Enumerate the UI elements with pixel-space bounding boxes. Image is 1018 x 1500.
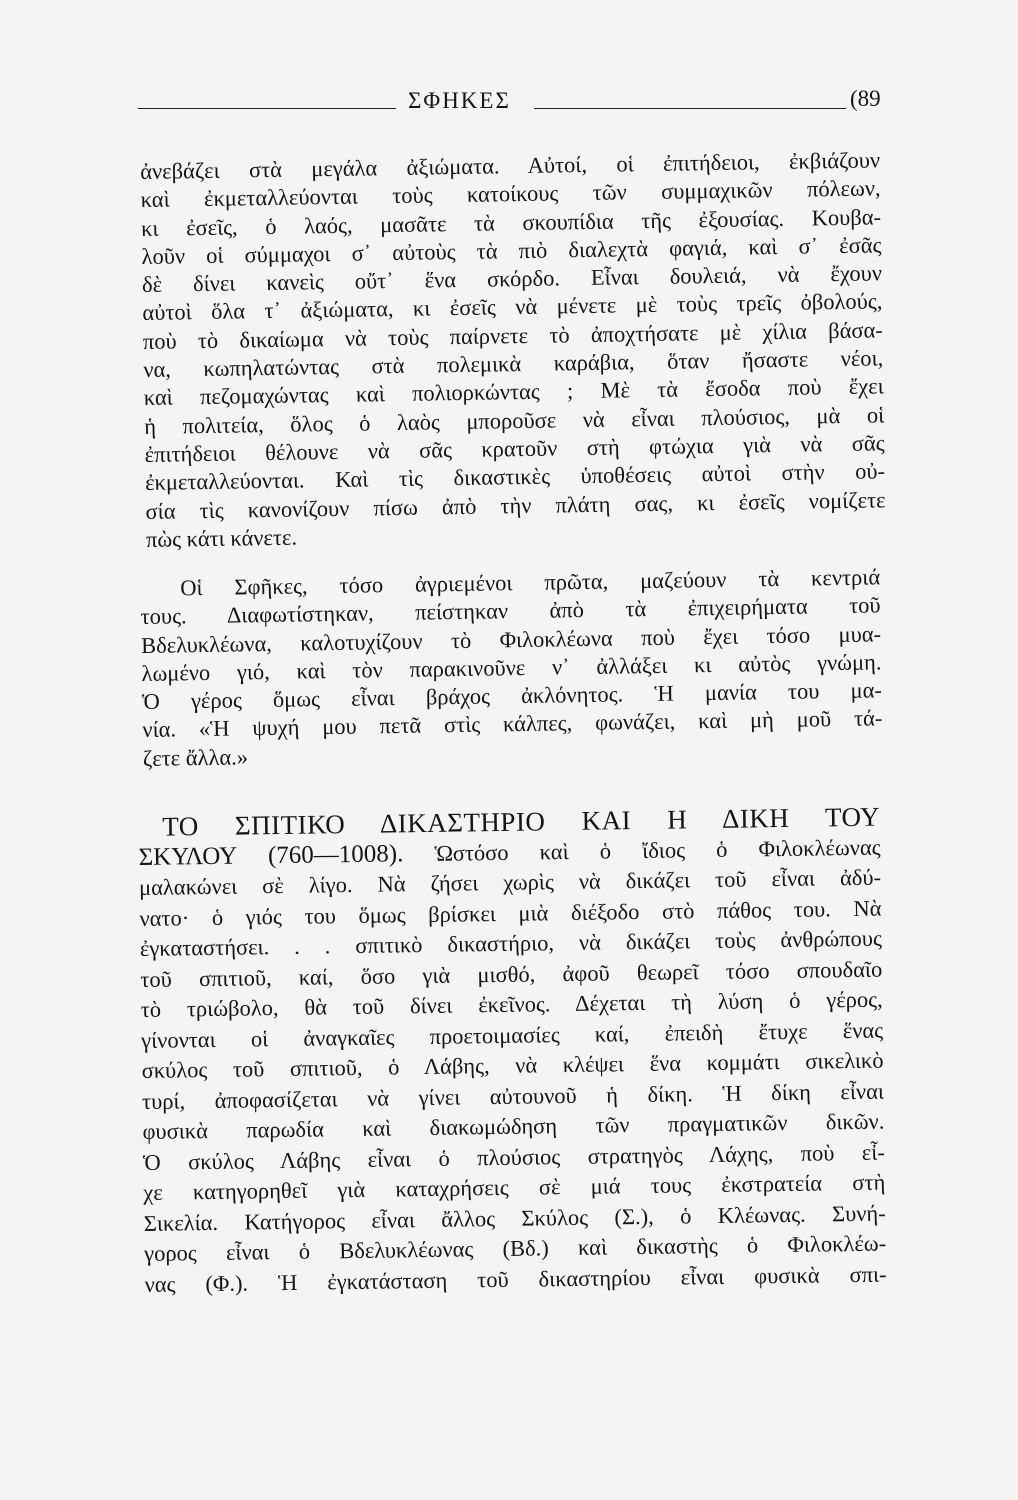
section-heading-tail: ΣΚΥΛΟΥ (760—1008). (138, 839, 404, 871)
text-line: αὐτοὶ ὅλα τ᾽ ἀξιώματα, κι ἐσεῖς νὰ μένετε μὲ τοὺς τρεῖς ὀβολούς, (142, 288, 883, 326)
running-title: ΣΦΗΚΕΣ (408, 88, 511, 113)
page-number: (89 (850, 86, 881, 111)
text-line: φυσικὰ παρωδία καὶ διακωμώδηση τῶν πραγματικῶν δικῶν. (142, 1108, 885, 1144)
text-line: χε κατηγορηθεῖ γιὰ καταχρήσεις σὲ μιά τους ἐκστρατεία στὴ (143, 1169, 886, 1205)
text-line: γορος εἶναι ὁ Βδελυκλέωνας (Βδ.) καὶ δικαστὴς ὁ Φιλοκλέω- (143, 1230, 887, 1266)
section-spitiko-dikastirio (138, 802, 887, 1300)
text-line: Σικελία. Κατήγορος εἶναι ἄλλος Σκύλος (Σ.), ὁ Κλέωνας. Συνή- (143, 1200, 886, 1236)
header-rule-right (534, 108, 846, 109)
text-line: γίνονται οἱ ἀναγκαῖες προετοιμασίες καί, ἐπειδὴ ἔτυχε ἕνας (141, 1017, 884, 1053)
text-line: λωμένο γιό, καὶ τὸν παρακινοῦνε ν᾽ ἀλλάξει κι αὐτὸς γνώμη. (141, 649, 882, 686)
text-line: ἐκμεταλλεύονται. Καὶ τὶς δικαστικὲς ὑποθέσεις αὐτοὶ στὴν οὐ- (144, 458, 886, 496)
text-line: Βδελυκλέωνα, καλοτυχίζουν τὸ Φιλοκλέωνα ποὺ ἔχει τόσο μυα- (140, 620, 882, 658)
text-line: να, κωπηλατώντας στὰ πολεμικὰ καράβια, ὅταν ἤσαστε νέοι, (143, 345, 884, 383)
text-line-content: Ὡστόσο καὶ ὁ ἴδιος ὁ Φιλοκλέωνας (403, 834, 881, 866)
text-line: Ὁ γέρος ὅμως εἶναι βράχος ἀκλόνητος. Ἡ μανία του μα- (141, 677, 883, 715)
text-line: πὼς κάτι κάνετε. (145, 524, 298, 552)
text-line: κι ἐσεῖς, ὁ λαός, μασᾶτε τὰ σκουπίδια τῆς ἐξουσίας. Κουβα- (140, 203, 882, 241)
text-line: ζετε ἄλλα.» (142, 744, 249, 771)
paragraph-1 (140, 146, 886, 554)
text-line: Ὁ σκύλος Λάβης εἶναι ὁ πλούσιος στρατηγὸς Λάχης, ποὺ εἶ- (142, 1139, 885, 1175)
text-line: καὶ ἐκμεταλλεύονται τοὺς κατοίκους τῶν συμμαχικῶν πόλεων, (140, 175, 881, 213)
text-line: νατο· ὁ γιός του ὅμως βρίσκει μιὰ διέξοδο στὸ πάθος του. Νὰ (139, 895, 882, 931)
text-line: ἐγκαταστήσει. . . σπιτικὸ δικαστήριο, νὰ δικάζει τοὺς ἀνθρώπους (139, 925, 883, 961)
running-header (138, 86, 881, 120)
text-line: τους. Διαφωτίστηκαν, πείστηκαν ἀπὸ τὰ ἐπιχειρήματα τοῦ (140, 592, 881, 630)
text-line: ἐπιτήδειοι θέλουνε νὰ σᾶς κρατοῦν στὴ φτώχια γιὰ νὰ σᾶς (144, 430, 885, 467)
text-line: ποὺ τὸ δικαίωμα νὰ τοὺς παίρνετε τὸ ἀποχτήσατε μὲ χίλια βάσα- (142, 317, 883, 354)
text-line: μαλακώνει σὲ λίγο. Νὰ ζήσει χωρὶς νὰ δικάζει τοῦ εἶναι ἀδύ- (138, 864, 882, 900)
text-line: σία τὶς κανονίζουν πίσω ἀπὸ τὴν πλάτη σας, κι ἐσεῖς νομίζετε (145, 486, 886, 524)
text-line: δὲ δίνει κανεὶς οὔτ᾽ ἕνα σκόρδο. Εἶναι δουλειά, νὰ ἔχουν (141, 260, 883, 298)
header-rule-left (138, 108, 396, 109)
section-heading: ΤΟ ΣΠΙΤΙΚΟ ΔΙΚΑΣΤΗΡΙΟ ΚΑΙ Η ΔΙΚΗ ΤΟΥ (161, 801, 881, 842)
text-line: λοῦν οἱ σύμμαχοι σ᾽ αὐτοὺς τὰ πιὸ διαλεχτὰ φαγιά, καὶ σ᾽ ἐσᾶς (141, 232, 882, 269)
text-line: τὸ τριώβολο, θὰ τοῦ δίνει ἐκεῖνος. Δέχεται τὴ λύση ὁ γέρος, (140, 986, 883, 1022)
text-line: νία. «Ἡ ψυχή μου πετᾶ στὶς κάλπες, φωνάζει, καὶ μὴ μοῦ τά- (142, 705, 883, 743)
text-line: ἡ πολιτεία, ὅλος ὁ λαὸς μποροῦσε νὰ εἶναι πλούσιος, μὰ οἱ (144, 402, 885, 439)
text-line-content: Οἱ Σφῆκες, τόσο ἀγριεμένοι πρῶτα, μαζεύουν τὰ κεντριά (180, 564, 881, 601)
text-line: σκύλος τοῦ σπιτιοῦ, ὁ Λάβης, νὰ κλέψει ἕνα κομμάτι σικελικὸ (141, 1047, 884, 1083)
text-line: ἀνεβάζει στὰ μεγάλα ἀξιώματα. Αὐτοί, οἱ ἐπιτήδειοι, ἐκβιάζουν (140, 147, 881, 184)
paragraph-2 (140, 563, 883, 773)
text-line: καὶ πεζομαχώντας καὶ πολιορκώντας ; Μὲ τὰ ἔσοδα ποὺ ἔχει (143, 373, 884, 411)
text-line: τοῦ σπιτιοῦ, καί, ὅσο γιὰ μισθό, ἀφοῦ θεωρεῖ τόσο σπουδαῖο (140, 956, 883, 992)
text-line: τυρί, ἀποφασίζεται νὰ γίνει αὐτουνοῦ ἡ δίκη. Ἡ δίκη εἶναι (141, 1078, 885, 1114)
text-line: νας (Φ.). Ἡ ἐγκατάσταση τοῦ δικαστηρίου εἶναι φυσικὰ σπι- (144, 1261, 887, 1297)
